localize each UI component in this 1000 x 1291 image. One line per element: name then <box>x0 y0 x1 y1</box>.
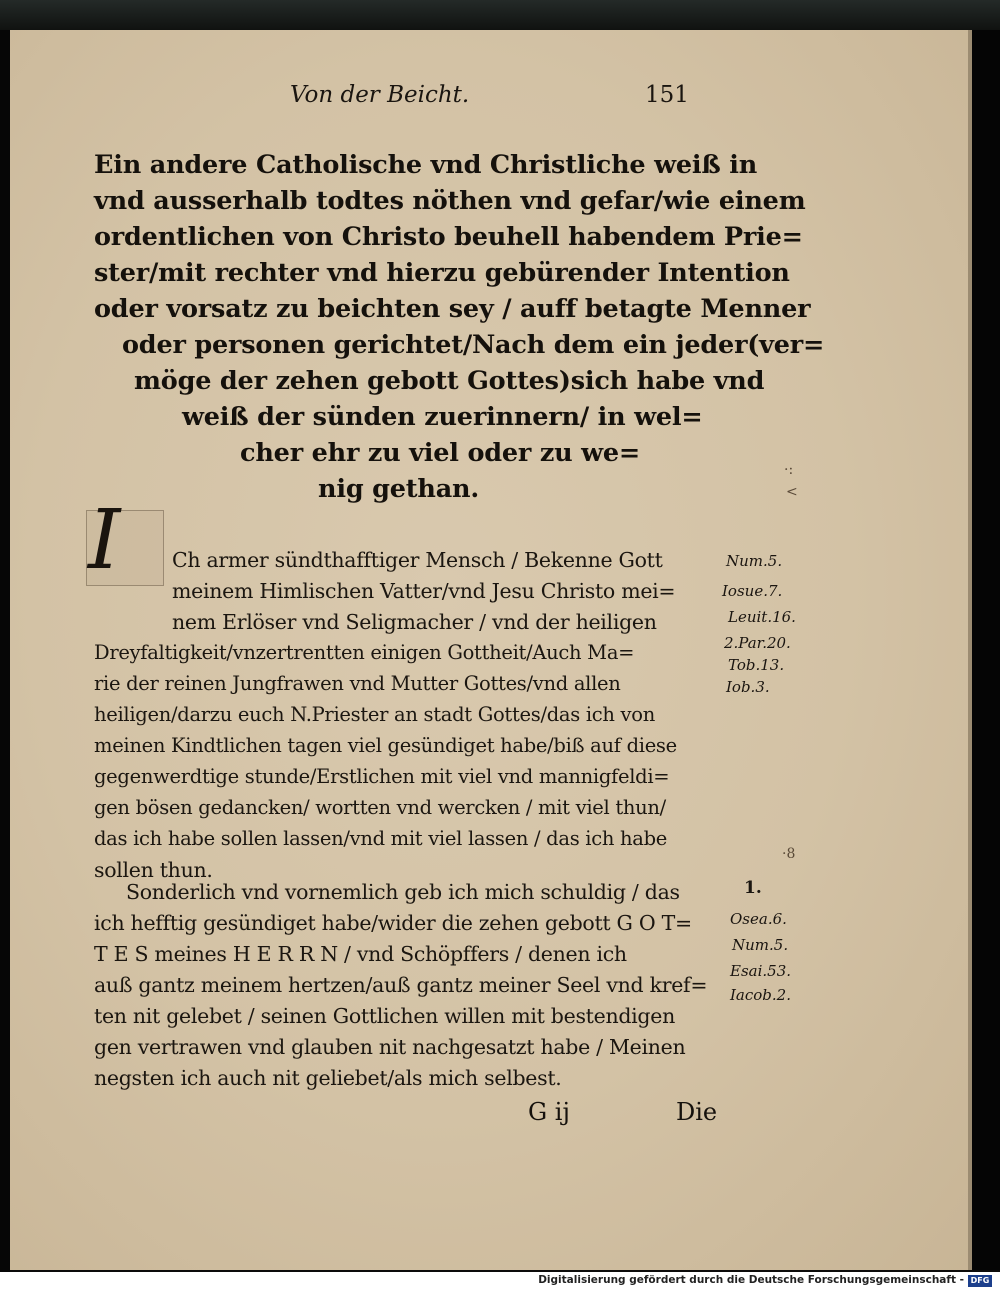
body-line: das ich habe sollen lassen/vnd mit viel lassen / das ich habe <box>94 827 668 850</box>
body-line: meinen Kindtlichen tagen viel gesündiget habe/biß auf diese <box>94 734 677 757</box>
margin-note: Num.5. <box>732 936 789 954</box>
margin-note: Iob.3. <box>726 678 770 696</box>
margin-note: 2.Par.20. <box>724 634 791 652</box>
body-line: heiligen/darzu euch N.Priester an stadt Gottes/das ich von <box>94 703 655 726</box>
body-line: gen vertrawen vnd glauben nit nachgesatzt habe / Meinen <box>94 1035 686 1059</box>
margin-note: 1. <box>744 878 762 898</box>
body-line: rie der reinen Jungfrawen vnd Mutter Gottes/vnd allen <box>94 672 621 695</box>
digitization-credit: Digitalisierung gefördert durch die Deutsche Forschungsgemeinschaft - <box>538 1274 964 1286</box>
body-line: Ch armer sündthafftiger Mensch / Bekenne Gott <box>172 548 663 572</box>
title-line: vnd ausserhalb todtes nöthen vnd gefar/wie einem <box>94 186 806 216</box>
scan-footer <box>0 1272 1000 1291</box>
body-line: sollen thun. <box>94 858 213 882</box>
title-line: Ein andere Catholische vnd Christliche weiß in <box>94 150 758 180</box>
scan-left-edge <box>0 30 10 1272</box>
body-line: auß gantz meinem hertzen/auß gantz meiner Seel vnd kref= <box>94 973 708 997</box>
margin-note: Iosue.7. <box>722 582 783 600</box>
body-line: Sonderlich vnd vornemlich geb ich mich schuldig / das <box>126 880 680 904</box>
catchword: Die <box>676 1098 718 1126</box>
margin-note: Num.5. <box>726 552 783 570</box>
scan-right-edge <box>972 30 1000 1270</box>
body-line: meinem Himlischen Vatter/vnd Jesu Christo mei= <box>172 579 676 603</box>
dfg-logo: DFG <box>968 1275 992 1287</box>
body-line: ich hefftig gesündiget habe/wider die zehen gebott G O T= <box>94 911 692 935</box>
body-line: gen bösen gedancken/ wortten vnd wercken / mit viel thun/ <box>94 796 666 819</box>
signature-mark: G ij <box>528 1098 570 1126</box>
body-line: ten nit gelebet / seinen Gottlichen willen mit bestendigen <box>94 1004 675 1028</box>
ink-speck: ·8 <box>782 846 796 862</box>
page-number: 151 <box>645 82 689 108</box>
title-line: oder vorsatz zu beichten sey / auff betagte Menner <box>94 294 811 324</box>
margin-note: Leuit.16. <box>728 608 796 626</box>
body-line: gegenwerdtige stunde/Erstlichen mit viel vnd mannigfeldi= <box>94 765 670 788</box>
title-line: weiß der sünden zuerinnern/ in wel= <box>182 402 703 432</box>
margin-note: Iacob.2. <box>730 986 791 1004</box>
title-line: möge der zehen gebott Gottes)sich habe vnd <box>134 366 765 396</box>
title-line: oder personen gerichtet/Nach dem ein jeder(ver= <box>122 330 825 360</box>
body-line: T E S meines H E R R N / vnd Schöpffers / denen ich <box>94 942 627 966</box>
body-line: negsten ich auch nit geliebet/als mich selbest. <box>94 1066 562 1090</box>
margin-note: Esai.53. <box>730 962 792 980</box>
scan-top-strip <box>0 0 1000 30</box>
ink-speck: ·: <box>784 462 794 478</box>
body-line: nem Erlöser vnd Seligmacher / vnd der heiligen <box>172 610 657 634</box>
title-line: ordentlichen von Christo beuhell habendem Prie= <box>94 222 803 252</box>
decorated-initial: I <box>88 493 121 588</box>
title-line: nig gethan. <box>318 474 480 504</box>
title-line: ster/mit rechter vnd hierzu gebürender Intention <box>94 258 790 288</box>
body-line: Dreyfaltigkeit/vnzertrentten einigen Gottheit/Auch Ma= <box>94 641 635 664</box>
ink-speck: < <box>786 484 798 500</box>
margin-note: Osea.6. <box>730 910 787 928</box>
running-head: Von der Beicht. <box>290 82 470 108</box>
margin-note: Tob.13. <box>728 656 785 674</box>
title-line: cher ehr zu viel oder zu we= <box>240 438 641 468</box>
